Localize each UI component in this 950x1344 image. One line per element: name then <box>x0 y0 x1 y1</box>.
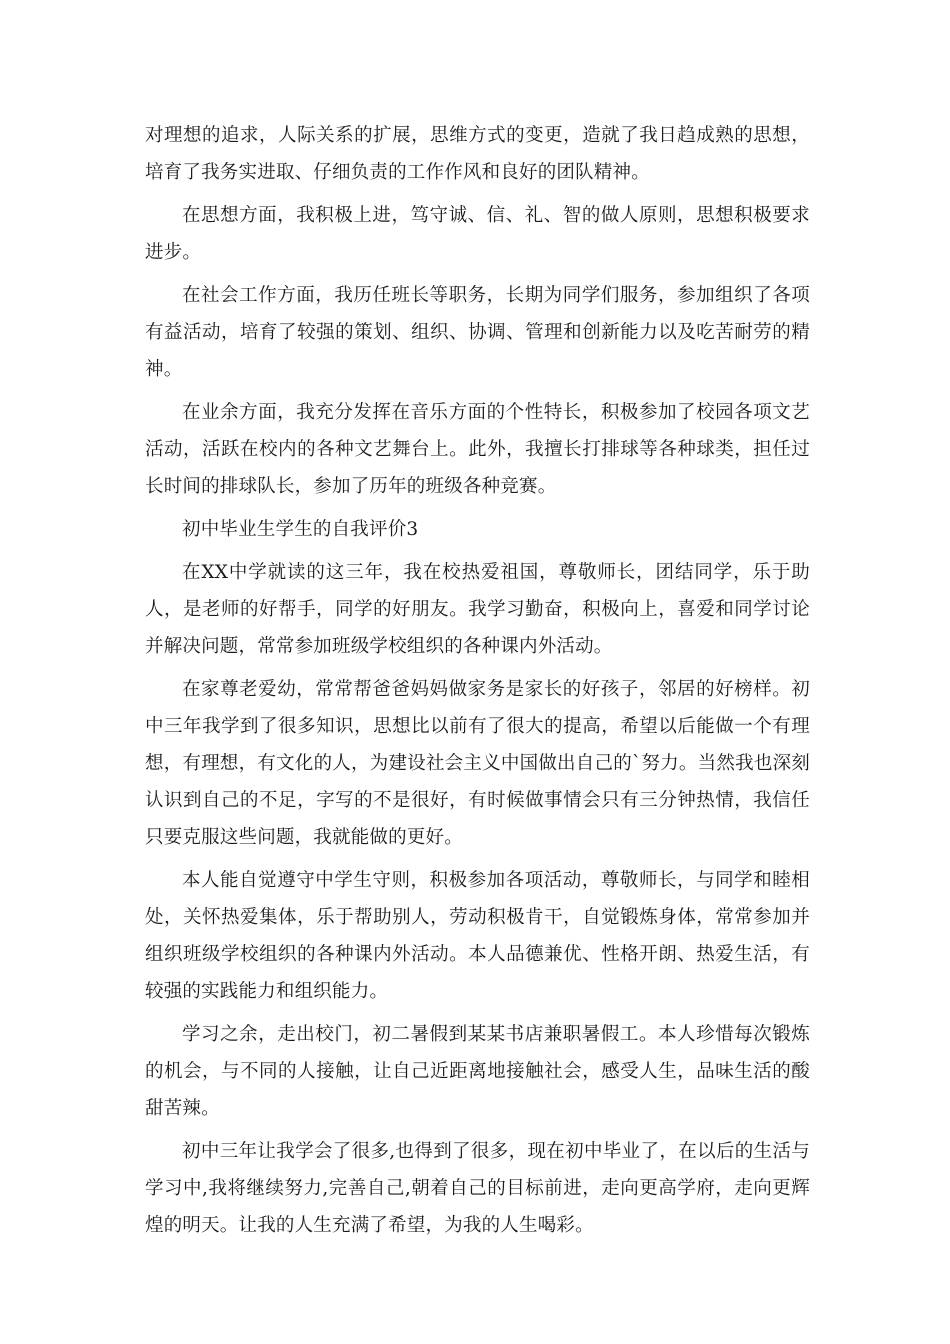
paragraph-summer-job: 学习之余，走出校门，初二暑假到某某书店兼职暑假工。本人珍惜每次锻炼的机会，与不同的人接触，让自己近距离地接触社会，感受人生，品味生活的酸甜苦辣。 <box>145 1024 810 1119</box>
paragraph-conduct: 本人能自觉遵守中学生守则，积极参加各项活动，尊敬师长，与同学和睦相处，关怀热爱集体，乐于帮助别人，劳动积极肯干，自觉锻炼身体，常常参加并组织班级学校组织的各种课内外活动。本人品德兼优、性格开朗、热爱生活，有较强的实践能力和组织能力。 <box>145 870 810 1002</box>
document-body <box>145 117 810 1250</box>
paragraph-social-work: 在社会工作方面，我历任班长等职务，长期为同学们服务，参加组织了各项有益活动，培育了较强的策划、组织、协调、管理和创新能力以及吃苦耐劳的精神。 <box>145 285 810 380</box>
paragraph-leisure: 在业余方面，我充分发挥在音乐方面的个性特长，积极参加了校园各项文艺活动，活跃在校内的各种文艺舞台上。此外，我擅长打排球等各种球类，担任过长时间的排球队长，参加了历年的班级各种竞赛。 <box>145 402 810 497</box>
paragraph-thought: 在思想方面，我积极上进，笃守诚、信、礼、智的做人原则，思想积极要求进步。 <box>145 205 810 263</box>
section-heading: 初中毕业生学生的自我评价3 <box>182 519 419 540</box>
paragraph-family: 在家尊老爱幼，常常帮爸爸妈妈做家务是家长的好孩子，邻居的好榜样。初中三年我学到了很多知识，思想比以前有了很大的提高，希望以后能做一个有理想，有理想，有文化的人，为建设社会主义中国做出自己的`努力。当然我也深刻认识到自己的不足，字写的不是很好，有时候做事情会只有三分钟热情，我信任只要克服这些问题，我就能做的更好。 <box>145 679 810 848</box>
paragraph-continuation: 对理想的追求，人际关系的扩展，思维方式的变更，造就了我日趋成熟的思想，培育了我务实进取、仔细负责的工作作风和良好的团队精神。 <box>145 125 810 183</box>
paragraph-school: 在XX中学就读的这三年，我在校热爱祖国，尊敬师长，团结同学，乐于助人，是老师的好帮手，同学的好朋友。我学习勤奋，积极向上，喜爱和同学讨论并解决问题，常常参加班级学校组织的各种课内外活动。 <box>145 562 810 657</box>
paragraph-conclusion: 初中三年让我学会了很多,也得到了很多，现在初中毕业了，在以后的生活与学习中,我将继续努力,完善自己,朝着自己的目标前进，走向更高学府，走向更辉煌的明天。让我的人生充满了希望，为我的人生喝彩。 <box>145 1141 810 1236</box>
